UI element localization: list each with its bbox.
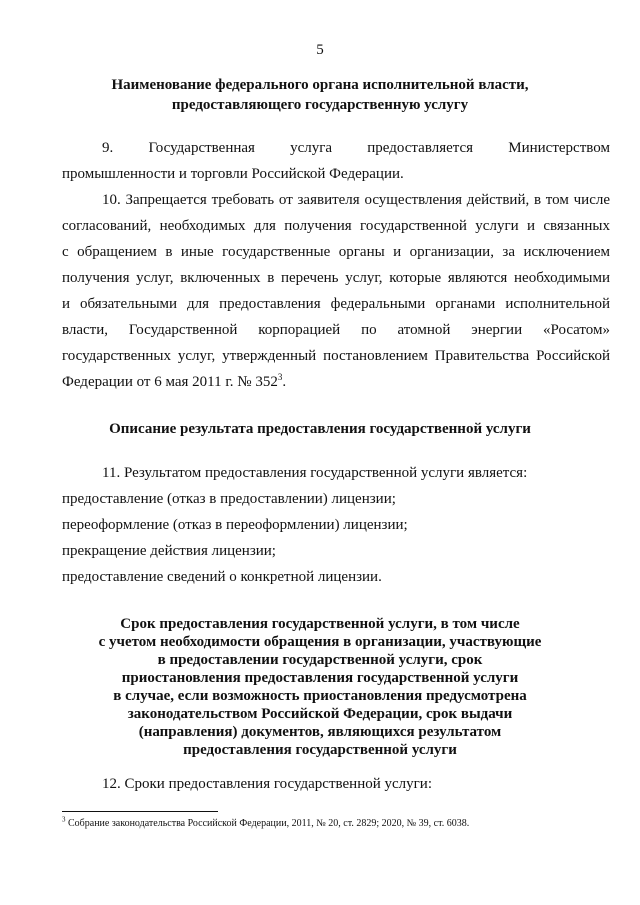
paragraph-10-line: государственных услуг, утвержденный постановлением Правительства Российской — [62, 348, 610, 364]
paragraph-10-line: согласований, необходимых для получения государственной услуги и связанных — [62, 218, 610, 234]
paragraph-10-line: власти, Государственной корпорацией по атомной энергии «Росатом» — [62, 322, 610, 338]
paragraph-11-lead: 11. Результатом предоставления государственной услуги является: — [102, 465, 528, 481]
footnote-number: 3 — [62, 815, 66, 824]
paragraph-10-line: с обращением в иные государственные органы и организации, за исключением — [62, 244, 610, 260]
paragraph-9-line-2: промышленности и торговли Российской Федерации. — [62, 166, 404, 182]
section-heading-authority-line-2: предоставляющего государственную услугу — [171, 97, 469, 113]
section-heading-term-line: предоставления государственной услуги — [183, 742, 457, 758]
paragraph-10-line: 10. Запрещается требовать от заявителя осуществления действий, в том числе — [102, 192, 610, 208]
section-heading-term-line: с учетом необходимости обращения в организации, участвующие — [98, 634, 542, 650]
paragraph-12: 12. Сроки предоставления государственной услуги: — [102, 776, 432, 792]
section-heading-term-line: (направления) документов, являющихся результатом — [138, 724, 502, 740]
paragraph-10-last-text: Федерации от 6 мая 2011 г. № 352 — [62, 374, 278, 390]
paragraph-9-word: услуга — [290, 140, 333, 156]
paragraph-9-word: 9. — [102, 140, 114, 156]
section-heading-term-line: законодательством Российской Федерации, срок выдачи — [127, 706, 513, 722]
section-heading-result: Описание результата предоставления государственной услуги — [109, 421, 531, 437]
paragraph-9-word: предоставляется — [367, 140, 474, 156]
page-number: 5 — [316, 42, 324, 58]
section-heading-term-line: приостановления предоставления государственной услуги — [121, 670, 519, 686]
footnote-reference: 3 — [277, 372, 283, 382]
footnote — [62, 815, 622, 829]
result-list-item: прекращение действия лицензии; — [62, 543, 276, 559]
paragraph-10-last-line — [62, 372, 610, 392]
result-list-item: предоставление сведений о конкретной лицензии. — [62, 569, 382, 585]
footnote-separator — [62, 811, 218, 812]
section-heading-term-line: в предоставлении государственной услуги, срок — [157, 652, 483, 668]
footnote-text: Собрание законодательства Российской Федерации, 2011, № 20, ст. 2829; 2020, № 39, ст. 6038. — [65, 818, 470, 829]
result-list-item: переоформление (отказ в переоформлении) лицензии; — [62, 517, 408, 533]
section-heading-term-line: Срок предоставления государственной услуги, в том числе — [120, 616, 520, 632]
result-list-item: предоставление (отказ в предоставлении) лицензии; — [62, 491, 396, 507]
paragraph-10-line: и обязательными для предоставления федеральными органами исполнительной — [62, 296, 610, 312]
section-heading-term-line: в случае, если возможность приостановления предусмотрена — [113, 688, 527, 704]
paragraph-9-word: Государственная — [148, 140, 255, 156]
paragraph-9-word: Министерством — [508, 140, 610, 156]
paragraph-9-line-1 — [102, 138, 610, 158]
section-heading-authority-line-1: Наименование федерального органа исполнительной власти, — [111, 77, 529, 93]
paragraph-10-line: получения услуг, включенных в перечень услуг, которые являются необходимыми — [62, 270, 610, 286]
paragraph-10-period: . — [282, 374, 287, 390]
